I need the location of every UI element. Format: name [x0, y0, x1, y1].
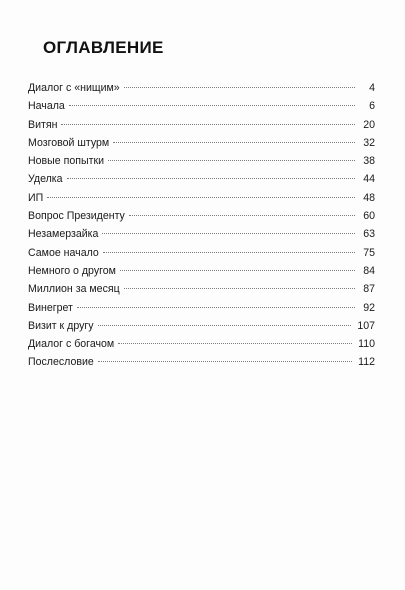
toc-entry-title: Вопрос Президенту	[28, 210, 125, 223]
dot-leader	[61, 123, 355, 125]
toc-entry	[28, 152, 375, 170]
toc-entry	[28, 280, 375, 298]
dot-leader	[69, 104, 355, 106]
toc-entry-page: 110	[358, 338, 375, 351]
toc-entry-title: Самое начало	[28, 246, 99, 259]
toc-entry-page: 20	[363, 118, 375, 131]
toc-entry	[28, 317, 375, 335]
toc-heading: ОГЛАВЛЕНИЕ	[43, 38, 164, 57]
toc-entry-page: 32	[363, 136, 375, 149]
dot-leader	[103, 251, 355, 253]
toc-entry-page: 84	[363, 264, 375, 277]
toc-entry-page: 60	[363, 210, 375, 223]
toc-entry-page: 38	[363, 155, 375, 168]
dot-leader	[113, 141, 355, 143]
dot-leader	[108, 159, 355, 161]
toc-entry	[28, 79, 375, 97]
toc-entry-page: 44	[363, 173, 375, 186]
toc-entry	[28, 262, 375, 280]
toc-entry	[28, 299, 375, 317]
toc-entry-page: 48	[363, 191, 375, 204]
toc-entry-title: Начала	[28, 100, 65, 113]
dot-leader	[118, 342, 352, 344]
toc-entry-title: Миллион за месяц	[28, 283, 120, 296]
dot-leader	[98, 360, 352, 362]
toc-entry-title: Витян	[28, 118, 58, 131]
toc-entry-title: Послесловие	[28, 356, 94, 369]
dot-leader	[98, 324, 352, 326]
toc-entry-title: Мозговой штурм	[28, 136, 110, 149]
toc-entry-page: 75	[363, 246, 375, 259]
toc-entry-page: 63	[363, 228, 375, 241]
dot-leader	[47, 196, 355, 198]
toc-entry-page: 6	[369, 100, 375, 113]
toc-entry	[28, 353, 375, 371]
toc-entry	[28, 225, 375, 243]
toc-entry-title: Новые попытки	[28, 155, 105, 168]
toc-entry-title: Незамерзайка	[28, 228, 99, 241]
dot-leader	[129, 214, 355, 216]
toc-entry	[28, 189, 375, 207]
dot-leader	[77, 306, 355, 308]
toc-entry-title: Уделка	[28, 173, 63, 186]
toc-entry	[28, 134, 375, 152]
dot-leader	[124, 86, 355, 88]
toc-entry-page: 92	[363, 301, 375, 314]
toc-entry	[28, 116, 375, 134]
toc-entry-title: ИП	[28, 191, 44, 204]
toc-entry-title: Винегрет	[28, 301, 73, 314]
toc-entry-title: Немного о другом	[28, 264, 116, 277]
dot-leader	[120, 269, 355, 271]
toc-entry	[28, 244, 375, 262]
toc-entry-title: Диалог с богачом	[28, 338, 115, 351]
toc-entry-title: Диалог с «нищим»	[28, 82, 120, 94]
toc-entry	[28, 207, 375, 225]
dot-leader	[102, 232, 355, 234]
toc-entry	[28, 97, 375, 115]
toc-entry-page: 107	[357, 319, 375, 332]
dot-leader	[67, 177, 355, 179]
dot-leader	[124, 287, 355, 289]
toc-entry-page: 4	[369, 82, 375, 94]
toc-entry-title: Визит к другу	[28, 319, 94, 332]
toc-entry-page: 87	[363, 283, 375, 296]
toc-entry	[28, 335, 375, 353]
toc-entry	[28, 170, 375, 188]
toc-entry-page: 112	[358, 356, 375, 369]
toc-list	[28, 79, 375, 372]
